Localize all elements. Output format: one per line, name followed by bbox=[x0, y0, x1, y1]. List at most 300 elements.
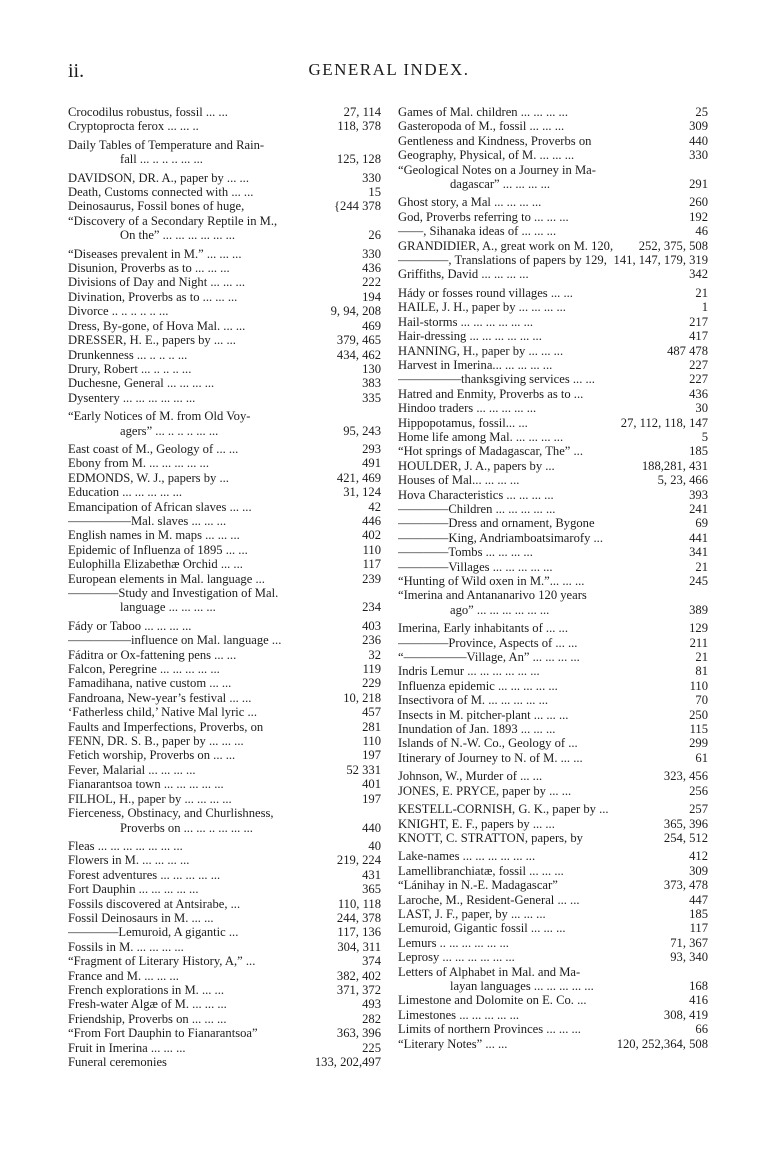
entry-pages: 229 bbox=[359, 676, 381, 690]
index-entry bbox=[398, 1022, 708, 1036]
entry-pages: 447 bbox=[686, 893, 708, 907]
entry-pages: 225 bbox=[359, 1041, 381, 1055]
entry-pages: 363, 396 bbox=[334, 1026, 381, 1040]
entry-pages: 118, 378 bbox=[334, 119, 381, 133]
index-entry bbox=[398, 286, 708, 300]
index-entry bbox=[68, 500, 381, 514]
index-entry bbox=[68, 185, 381, 199]
entry-text: fall ... .. .. .. ... ... bbox=[120, 152, 203, 167]
entry-text: Dysentery ... ... ... ... ... ... bbox=[68, 390, 196, 405]
index-entry bbox=[68, 171, 381, 185]
index-entry bbox=[68, 119, 381, 133]
entry-text: Limits of northern Provinces ... ... ... bbox=[398, 1022, 581, 1037]
entry-text: ————King, Andriamboatsimarofy ... bbox=[398, 530, 603, 545]
index-entry bbox=[68, 1041, 381, 1055]
index-entry bbox=[68, 348, 381, 362]
entry-text: Duchesne, General ... ... ... ... bbox=[68, 376, 215, 391]
entry-pages: 46 bbox=[692, 224, 708, 238]
index-entry bbox=[68, 543, 381, 557]
index-entry bbox=[68, 734, 381, 748]
entry-text: On the” ... ... ... ... ... ... bbox=[120, 228, 236, 243]
entry-pages: 197 bbox=[359, 792, 381, 806]
entry-text: Hail-storms ... ... ... ... ... ... bbox=[398, 314, 534, 329]
index-entry bbox=[398, 416, 708, 430]
entry-text: Johnson, W., Murder of ... ... bbox=[398, 769, 543, 784]
entry-pages: 227 bbox=[686, 372, 708, 386]
index-entry bbox=[398, 267, 708, 281]
entry-pages: 1 bbox=[699, 300, 708, 314]
index-entry bbox=[68, 424, 381, 438]
index-column-left bbox=[68, 105, 381, 1069]
index-entry bbox=[398, 1037, 708, 1051]
entry-pages: 469 bbox=[359, 319, 381, 333]
entry-pages: 93, 340 bbox=[667, 950, 708, 964]
index-entry bbox=[68, 105, 381, 119]
index-entry bbox=[398, 993, 708, 1007]
page-title: GENERAL INDEX. bbox=[308, 60, 470, 79]
index-entry bbox=[68, 442, 381, 456]
entry-pages: 129 bbox=[686, 621, 708, 635]
entry-pages: 95, 243 bbox=[340, 424, 381, 438]
entry-text: Hova Characteristics ... ... ... ... bbox=[398, 487, 554, 502]
entry-pages: 342 bbox=[686, 267, 708, 281]
entry-text: Falcon, Peregrine ... ... ... ... ... bbox=[68, 662, 220, 677]
index-entry bbox=[68, 983, 381, 997]
index-entry bbox=[398, 195, 708, 209]
index-entry bbox=[398, 802, 708, 816]
index-entry bbox=[398, 119, 708, 133]
entry-pages: 110 bbox=[360, 734, 381, 748]
entry-pages: 115 bbox=[687, 722, 708, 736]
entry-text: ————Tombs ... ... ... ... bbox=[398, 545, 533, 560]
entry-text: dagascar” ... ... ... ... bbox=[450, 177, 551, 192]
entry-pages: 341 bbox=[686, 545, 708, 559]
entry-pages: 120, 252,364, 508 bbox=[614, 1037, 708, 1051]
index-entry bbox=[68, 1012, 381, 1026]
entry-pages: 27, 112, 118, 147 bbox=[618, 416, 708, 430]
entry-pages: 487 478 bbox=[664, 344, 708, 358]
entry-pages: {244 378 bbox=[331, 199, 381, 213]
entry-text: KNOTT, C. STRATTON, papers, by bbox=[398, 830, 583, 845]
index-entry bbox=[68, 261, 381, 275]
index-entry bbox=[398, 878, 708, 892]
entry-pages: 117 bbox=[687, 921, 708, 935]
index-entry bbox=[398, 148, 708, 162]
entry-pages: 125, 128 bbox=[334, 152, 381, 166]
entry-text: Leprosy ... ... ... ... ... ... bbox=[398, 950, 515, 965]
entry-pages: 219, 224 bbox=[334, 853, 381, 867]
entry-pages: 493 bbox=[359, 997, 381, 1011]
entry-text: Fossils discovered at Antsirabe, ... bbox=[68, 896, 241, 911]
entry-pages: 185 bbox=[686, 907, 708, 921]
entry-text: ‘Fatherless child,’ Native Mal lyric ... bbox=[68, 705, 257, 720]
index-entry bbox=[398, 358, 708, 372]
entry-pages: 245 bbox=[686, 574, 708, 588]
entry-pages: 192 bbox=[686, 210, 708, 224]
entry-text: “From Fort Dauphin to Fianarantsoa” bbox=[68, 1026, 258, 1041]
entry-pages: 389 bbox=[686, 603, 708, 617]
entry-text: Daily Tables of Temperature and Rain- bbox=[68, 137, 265, 152]
entry-pages: 40 bbox=[365, 839, 381, 853]
entry-pages: 417 bbox=[686, 329, 708, 343]
entry-text: FENN, DR. S. B., paper by ... ... ... bbox=[68, 734, 244, 749]
index-entry bbox=[68, 777, 381, 791]
entry-text: Islands of N.-W. Co., Geology of ... bbox=[398, 736, 578, 751]
entry-text: “Diseases prevalent in M.” ... ... ... bbox=[68, 246, 242, 261]
index-entry bbox=[68, 138, 381, 152]
entry-pages: 119 bbox=[360, 662, 381, 676]
entry-pages: 382, 402 bbox=[334, 969, 381, 983]
entry-pages: 117 bbox=[360, 557, 381, 571]
entry-text: Lemurs .. ... ... ... ... ... bbox=[398, 935, 509, 950]
index-entry bbox=[68, 456, 381, 470]
entry-text: ——, Sihanaka ideas of ... ... ... bbox=[398, 224, 557, 239]
entry-text: “Hot springs of Madagascar, The” ... bbox=[398, 444, 583, 459]
index-entry bbox=[398, 177, 708, 191]
index-entry bbox=[398, 907, 708, 921]
entry-text: Forest adventures ... ... ... ... ... bbox=[68, 867, 221, 882]
entry-pages: 168 bbox=[686, 979, 708, 993]
entry-text: Houses of Mal... ... ... ... bbox=[398, 473, 520, 488]
entry-text: Disunion, Proverbs as to ... ... ... bbox=[68, 261, 230, 276]
index-entry bbox=[398, 650, 708, 664]
index-entry bbox=[398, 502, 708, 516]
entry-pages: 282 bbox=[359, 1012, 381, 1026]
index-entry bbox=[68, 290, 381, 304]
entry-text: Laroche, M., Resident-General ... ... bbox=[398, 892, 580, 907]
entry-text: Lamellibranchiatæ, fossil ... ... ... bbox=[398, 863, 564, 878]
index-entry bbox=[398, 603, 708, 617]
index-entry bbox=[68, 619, 381, 633]
index-entry bbox=[398, 864, 708, 878]
entry-pages: 371, 372 bbox=[334, 983, 381, 997]
entry-text: Cryptoprocta ferox ... ... .. bbox=[68, 119, 199, 134]
entry-pages: 9, 94, 208 bbox=[328, 304, 381, 318]
index-entry bbox=[398, 817, 708, 831]
entry-pages: 257 bbox=[686, 802, 708, 816]
entry-pages: 25 bbox=[692, 105, 708, 119]
index-entry bbox=[398, 372, 708, 386]
entry-text: Fresh-water Algæ of M. ... ... ... bbox=[68, 997, 227, 1012]
index-entry bbox=[398, 893, 708, 907]
entry-pages: 194 bbox=[359, 290, 381, 304]
entry-text: agers” ... .. .. .. ... ... bbox=[120, 423, 219, 438]
entry-text: ago” ... ... ... ... ... ... bbox=[450, 602, 550, 617]
index-entry bbox=[398, 679, 708, 693]
index-entry bbox=[398, 134, 708, 148]
entry-pages: 21 bbox=[692, 286, 708, 300]
entry-text: English names in M. maps ... ... ... bbox=[68, 528, 240, 543]
entry-pages: 431 bbox=[359, 868, 381, 882]
index-entry bbox=[398, 693, 708, 707]
entry-pages: 421, 469 bbox=[334, 471, 381, 485]
entry-text: Emancipation of African slaves ... ... bbox=[68, 499, 252, 514]
entry-pages: 330 bbox=[359, 171, 381, 185]
entry-text: French explorations in M. ... ... bbox=[68, 982, 225, 997]
entry-text: Fianarantsoa town ... ... ... ... ... bbox=[68, 777, 224, 792]
entry-text: Home life among Mal. ... ... ... ... bbox=[398, 429, 564, 444]
index-entry bbox=[68, 304, 381, 318]
index-entry bbox=[68, 954, 381, 968]
entry-pages: 457 bbox=[359, 705, 381, 719]
index-entry bbox=[68, 705, 381, 719]
entry-pages: 440 bbox=[686, 134, 708, 148]
entry-pages: 260 bbox=[686, 195, 708, 209]
index-entry bbox=[398, 636, 708, 650]
entry-text: —————Mal. slaves ... ... ... bbox=[68, 513, 227, 528]
entry-pages: 335 bbox=[359, 391, 381, 405]
index-entry bbox=[68, 600, 381, 614]
entry-pages: 330 bbox=[686, 148, 708, 162]
entry-text: DRESSER, H. E., papers by ... ... bbox=[68, 333, 236, 348]
entry-pages: 309 bbox=[686, 119, 708, 133]
index-entry bbox=[398, 1008, 708, 1022]
entry-text: Indris Lemur ... ... ... ... ... ... bbox=[398, 664, 540, 679]
entry-text: Hindoo traders ... ... ... ... ... bbox=[398, 401, 537, 416]
index-entry bbox=[68, 940, 381, 954]
index-entry bbox=[398, 936, 708, 950]
entry-text: EDMONDS, W. J., papers by ... bbox=[68, 470, 229, 485]
entry-text: layan languages ... ... ... ... ... bbox=[450, 978, 594, 993]
entry-text: Geography, Physical, of M. ... ... ... bbox=[398, 148, 575, 163]
entry-text: Games of Mal. children ... ... ... ... bbox=[398, 105, 568, 119]
entry-pages: 217 bbox=[686, 315, 708, 329]
entry-pages: 281 bbox=[359, 720, 381, 734]
entry-pages: 31, 124 bbox=[340, 485, 381, 499]
index-entry bbox=[68, 792, 381, 806]
entry-pages: 185 bbox=[686, 444, 708, 458]
entry-pages: 416 bbox=[686, 993, 708, 1007]
entry-pages: 299 bbox=[686, 736, 708, 750]
entry-pages: 393 bbox=[686, 488, 708, 502]
index-entry bbox=[68, 152, 381, 166]
entry-text: Itinerary of Journey to N. of M. ... ... bbox=[398, 750, 583, 765]
entry-text: Divisions of Day and Night ... ... ... bbox=[68, 275, 246, 290]
entry-text: Fruit in Imerina ... ... ... bbox=[68, 1040, 186, 1055]
entry-pages: 308, 419 bbox=[661, 1008, 708, 1022]
entry-pages: 436 bbox=[359, 261, 381, 275]
entry-text: Fády or Taboo ... ... ... ... bbox=[68, 618, 192, 633]
entry-pages: 10, 218 bbox=[340, 691, 381, 705]
entry-pages: 42 bbox=[365, 500, 381, 514]
entry-pages: 412 bbox=[686, 849, 708, 863]
entry-pages: 27, 114 bbox=[341, 105, 381, 119]
entry-pages: 21 bbox=[692, 560, 708, 574]
entry-text: “Lánihay in N.-E. Madagascar” bbox=[398, 878, 558, 893]
entry-text: Hippopotamus, fossil... ... bbox=[398, 415, 528, 430]
index-entry bbox=[398, 588, 708, 602]
entry-pages: 402 bbox=[359, 528, 381, 542]
index-entry bbox=[68, 720, 381, 734]
index-entry bbox=[68, 228, 381, 242]
entry-text: Epidemic of Influenza of 1895 ... ... bbox=[68, 542, 248, 557]
entry-pages: 5, 23, 466 bbox=[655, 473, 708, 487]
entry-text: Hair-dressing ... ... ... ... ... ... bbox=[398, 329, 542, 344]
entry-text: Ebony from M. ... ... ... ... ... bbox=[68, 456, 209, 471]
entry-text: Letters of Alphabet in Mal. and Ma- bbox=[398, 964, 581, 979]
entry-pages: 250 bbox=[686, 708, 708, 722]
entry-pages: 70 bbox=[692, 693, 708, 707]
entry-text: Crocodilus robustus, fossil ... ... bbox=[68, 105, 228, 119]
entry-text: Fossil Deinosaurs in M. ... ... bbox=[68, 910, 214, 925]
entry-text: Harvest in Imerina... ... ... ... ... bbox=[398, 357, 553, 372]
entry-pages: 323, 456 bbox=[661, 769, 708, 783]
index-entry bbox=[68, 633, 381, 647]
index-entry bbox=[398, 315, 708, 329]
entry-text: Divination, Proverbs as to ... ... ... bbox=[68, 289, 238, 304]
index-entry bbox=[398, 736, 708, 750]
index-entry bbox=[68, 969, 381, 983]
entry-pages: 365, 396 bbox=[661, 817, 708, 831]
index-entry bbox=[398, 560, 708, 574]
entry-text: God, Proverbs referring to ... ... ... bbox=[398, 209, 569, 224]
entry-text: language ... ... ... ... bbox=[120, 600, 216, 615]
index-entry bbox=[398, 210, 708, 224]
index-entry bbox=[398, 751, 708, 765]
index-entry bbox=[398, 488, 708, 502]
entry-pages: 32 bbox=[365, 648, 381, 662]
entry-text: ————Province, Aspects of ... ... bbox=[398, 635, 578, 650]
entry-text: “Discovery of a Secondary Reptile in M., bbox=[68, 213, 278, 228]
index-entry bbox=[68, 376, 381, 390]
index-entry bbox=[398, 979, 708, 993]
entry-pages: 234 bbox=[359, 600, 381, 614]
index-entry bbox=[68, 925, 381, 939]
index-entry bbox=[68, 676, 381, 690]
index-entry bbox=[398, 950, 708, 964]
entry-pages: 21 bbox=[692, 650, 708, 664]
entry-text: KNIGHT, E. F., papers by ... ... bbox=[398, 816, 555, 831]
entry-pages: 52 331 bbox=[343, 763, 381, 777]
entry-pages: 436 bbox=[686, 387, 708, 401]
entry-text: Fetich worship, Proverbs on ... ... bbox=[68, 748, 236, 763]
entry-pages: 26 bbox=[365, 228, 381, 242]
entry-pages: 252, 375, 508 bbox=[636, 239, 708, 253]
index-entry bbox=[398, 531, 708, 545]
entry-text: Drunkenness ... .. .. .. ... bbox=[68, 347, 188, 362]
entry-text: Griffiths, David ... ... ... ... bbox=[398, 267, 529, 282]
entry-text: Education ... ... ... ... ... bbox=[68, 485, 183, 500]
index-entry bbox=[398, 516, 708, 530]
entry-pages: 256 bbox=[686, 784, 708, 798]
entry-pages: 30 bbox=[692, 401, 708, 415]
entry-text: Hády or fosses round villages ... ... bbox=[398, 285, 573, 300]
entry-pages: 130 bbox=[359, 362, 381, 376]
entry-pages: 291 bbox=[686, 177, 708, 191]
entry-pages: 197 bbox=[359, 748, 381, 762]
entry-text: Fandroana, New-year’s festival ... ... bbox=[68, 690, 252, 705]
entry-text: ————Lemuroid, A gigantic ... bbox=[68, 925, 239, 940]
entry-text: Eulophilla Elizabethæ Orchid ... ... bbox=[68, 557, 243, 572]
entry-pages: 110 bbox=[687, 679, 708, 693]
entry-text: Limestones ... ... ... ... ... bbox=[398, 1007, 520, 1022]
entry-text: HOULDER, J. A., papers by ... bbox=[398, 458, 555, 473]
index-entry bbox=[398, 921, 708, 935]
entry-text: HAILE, J. H., paper by ... ... ... ... bbox=[398, 300, 566, 315]
entry-text: Ghost story, a Mal ... ... ... ... bbox=[398, 195, 542, 210]
index-entry bbox=[398, 965, 708, 979]
entry-text: Fáditra or Ox-fattening pens ... ... bbox=[68, 647, 237, 662]
index-entry bbox=[68, 821, 381, 835]
entry-text: Drury, Robert ... .. .. .. ... bbox=[68, 361, 192, 376]
entry-text: JONES, E. PRYCE, paper by ... ... bbox=[398, 783, 572, 798]
entry-pages: 309 bbox=[686, 864, 708, 878]
entry-text: Faults and Imperfections, Proverbs, on bbox=[68, 719, 264, 734]
index-entry bbox=[398, 473, 708, 487]
index-entry bbox=[68, 214, 381, 228]
entry-text: “Imerina and Antananarivo 120 years bbox=[398, 588, 587, 603]
index-entry bbox=[68, 691, 381, 705]
index-entry bbox=[398, 621, 708, 635]
entry-text: Dress, By-gone, of Hova Mal. ... ... bbox=[68, 318, 246, 333]
index-entry bbox=[398, 849, 708, 863]
entry-text: Insectivora of M. ... ... ... ... ... bbox=[398, 693, 549, 708]
entry-pages: 236 bbox=[359, 633, 381, 647]
index-entry bbox=[398, 444, 708, 458]
entry-pages: 227 bbox=[686, 358, 708, 372]
entry-text: “Early Notices of M. from Old Voy- bbox=[68, 409, 251, 424]
entry-text: France and M. ... ... ... bbox=[68, 968, 179, 983]
entry-pages: 133, 202,497 bbox=[312, 1055, 381, 1069]
index-entry bbox=[68, 528, 381, 542]
entry-pages: 69 bbox=[692, 516, 708, 530]
entry-text: “Hunting of Wild oxen in M.”... ... ... bbox=[398, 574, 585, 588]
index-entry bbox=[398, 831, 708, 845]
entry-text: “—————Village, An” ... ... ... ... bbox=[398, 650, 580, 665]
entry-text: East coast of M., Geology of ... ... bbox=[68, 441, 239, 456]
index-entry bbox=[398, 722, 708, 736]
entry-text: Hatred and Enmity, Proverbs as to ... bbox=[398, 386, 584, 401]
entry-pages: 373, 478 bbox=[661, 878, 708, 892]
entry-text: ————Dress and ornament, Bygone bbox=[398, 516, 595, 531]
index-entry bbox=[398, 401, 708, 415]
index-entry bbox=[68, 806, 381, 820]
index-entry bbox=[398, 430, 708, 444]
entry-text: FILHOL, H., paper by ... ... ... ... bbox=[68, 791, 232, 806]
entry-text: “Literary Notes” ... ... bbox=[398, 1036, 508, 1051]
entry-text: Fossils in M. ... ... ... ... bbox=[68, 939, 184, 954]
index-entry bbox=[68, 557, 381, 571]
index-entry bbox=[68, 362, 381, 376]
index-entry bbox=[68, 247, 381, 261]
index-entry bbox=[68, 333, 381, 347]
entry-pages: 491 bbox=[359, 456, 381, 470]
entry-text: Gentleness and Kindness, Proverbs on bbox=[398, 133, 592, 148]
entry-text: Insects in M. pitcher-plant ... ... ... bbox=[398, 707, 569, 722]
entry-pages: 211 bbox=[687, 636, 708, 650]
index-entry bbox=[68, 471, 381, 485]
entry-pages: 110 bbox=[360, 543, 381, 557]
index-entry bbox=[68, 897, 381, 911]
index-entry bbox=[68, 586, 381, 600]
index-entry bbox=[68, 839, 381, 853]
entry-pages: 71, 367 bbox=[667, 936, 708, 950]
index-entry bbox=[68, 409, 381, 423]
page-number: ii. bbox=[68, 60, 85, 82]
entry-pages: 117, 136 bbox=[334, 925, 381, 939]
entry-pages: 241 bbox=[686, 502, 708, 516]
entry-pages: 440 bbox=[359, 821, 381, 835]
entry-text: Limestone and Dolomite on E. Co. ... bbox=[398, 993, 587, 1008]
entry-text: Lake-names ... ... ... ... ... ... bbox=[398, 849, 536, 864]
entry-text: Gasteropoda of M., fossil ... ... ... bbox=[398, 119, 565, 134]
entry-text: Proverbs on ... ... .. ... ... ... bbox=[120, 820, 253, 835]
entry-pages: 66 bbox=[692, 1022, 708, 1036]
entry-pages: 441 bbox=[686, 531, 708, 545]
entry-text: Divorce .. .. .. .. .. ... bbox=[68, 304, 169, 319]
index-entry bbox=[398, 574, 708, 588]
entry-text: Fleas ... ... ... ... ... ... ... bbox=[68, 838, 183, 853]
